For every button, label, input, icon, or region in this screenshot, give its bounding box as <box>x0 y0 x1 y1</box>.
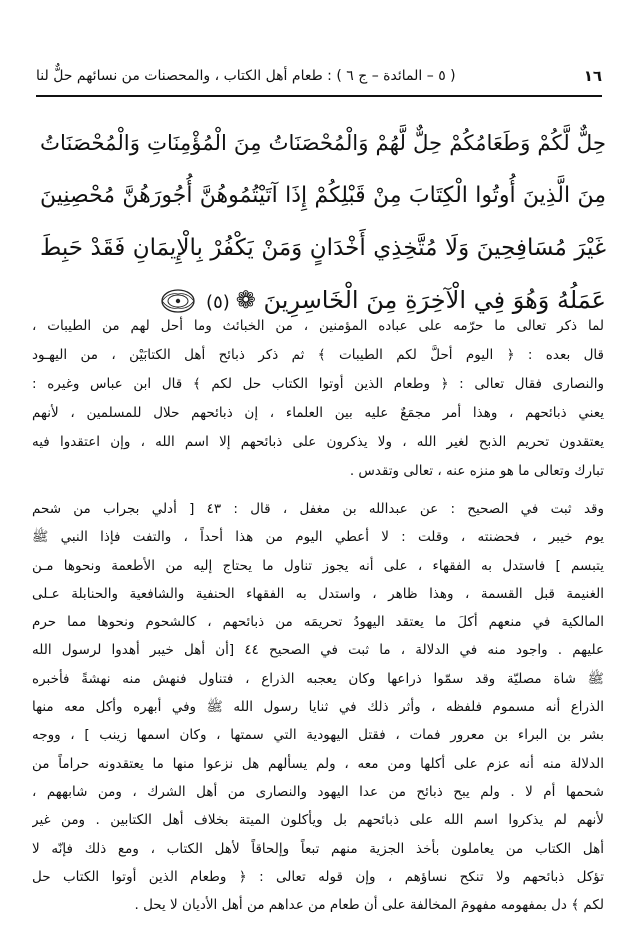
tafsir-paragraph-2 <box>32 495 604 919</box>
text-line: يعني ذبائحهم ، وهذا أمر مجمَعٌ عليه بين العلماء ، إن ذبائحهم حلال للمسلمين ، لأنهم <box>32 405 604 421</box>
text-line: لأنهم لم يذكروا اسم الله على ذبائحهم بل ويأكلون الميتة بخلاف أهل الكتابين . ومن غير <box>32 812 604 829</box>
text-line: المالكية في منعهم أكلَ ما يعتقد اليهودُ تحريمَه من ذبائحهم ، كالشحوم ونحوها مما حرم <box>32 614 604 631</box>
verse-line: عَمَلُهُ وَهُوَ فِي الْآخِرَةِ مِنَ الْخَاسِرِينَ ❁ <box>235 286 606 314</box>
text-line: ﷺ شاة مصليّة وقد سمّوا ذراعها وكان يعجبه الذراع ، فتناول فنهش منه نهشةً فأخبره <box>32 670 604 687</box>
verse-line: مِنَ الَّذِينَ أُوتُوا الْكِتَابَ مِنْ قَبْلِكُمْ إِذَا آتَيْتُمُوهُنَّ أُجُورَهُنَّ مُحْصِنِينَ <box>40 183 606 208</box>
tafsir-paragraph-1 <box>32 312 604 486</box>
text-line: شحمها أم لا . ولم يبح ذبائح من عدا اليهود والنصارى من أهل الشرك ، ومن شابههم ، <box>32 783 604 800</box>
text-line: لكم ﴾ دل بمفهومه مفهومَ المخالفة على أن طعام من عداهم من أهل الأديان لا يحل . <box>134 897 604 914</box>
text-line: تؤكل ذبائحهم ولا تنكح نساؤهم ، وإن قوله تعالى : ﴿ وطعام الذين أوتوا الكتاب حل <box>32 868 604 885</box>
text-line: أهل الكتاب من يعاملون بأخذ الجزية منهم تبعاً وإلحاقاً لأهل الكتاب ، ومع ذلك فإنّه لا <box>32 840 604 857</box>
header-title: ( ٥ – المائدة – ج ٦ ) : طعام أهل الكتاب ، والمحصنات من نسائهم حلٌّ لنا <box>36 68 456 84</box>
text-line: الذراع أنه مسموم فلفظه ، وأثر ذلك في ثنايا رسول الله ﷺ وفي أبهره وأكل معه منها <box>32 699 604 716</box>
text-line: وقد ثبت في الصحيح : عن عبدالله بن مغفل ، قال : ٤٣ [ أدلي بجراب من شحم <box>32 501 604 517</box>
text-line: يتبسم ] فاستدل به الفقهاء ، على أنه يجوز تناول ما يحتاج إليه من الأطعمة ونحوها مـن <box>32 557 604 574</box>
quran-verse <box>40 118 606 326</box>
header-rule <box>36 95 602 97</box>
verse-line: حِلٌّ لَّكُمْ وَطَعَامُكُمْ حِلٌّ لَّهُمْ وَالْمُحْصَنَاتُ مِنَ الْمُؤْمِنَاتِ وَالْمُحْصَنَاتُ <box>40 131 606 156</box>
text-line: تبارك وتعالى ما هو منزه عنه ، تعالى وتقدس . <box>349 463 604 479</box>
text-line: بشر بن البراء بن معرور فمات ، فقتل اليهودية التي سمتها ، وكان اسمها زينب ] ، ووجه <box>32 727 604 744</box>
verse-end-ornament-icon <box>160 288 196 314</box>
text-line: يوم خيبر ، فحضنته ، وقلت : لا أعطي اليوم من هذا أحداً ، والتفت فإذا النبي ﷺ <box>32 529 604 546</box>
text-line: لما ذكر تعالى ما حرّمه على عباده المؤمنين ، من الخبائث وما أحل لهم من الطيبات ، <box>32 318 604 334</box>
running-header <box>36 64 602 88</box>
text-line: عليهم . واجود منه في الدلالة ، ما ثبت في الصحيح ٤٤ [أن أهل خيبر أهدوا لرسول الله <box>32 642 604 659</box>
page-number: ١٦ <box>583 67 602 85</box>
text-line: والنصارى فقال تعالى : ﴿ وطعام الذين أوتوا الكتاب حل لكم ﴾ قال ابن عباس وغيره : <box>32 376 604 392</box>
text-line: قال بعده : ﴿ اليوم أحلَّ لكم الطيبات ﴾ ثم ذكر ذبائح أهل الكتابَيْن ، من اليهـود <box>32 347 604 363</box>
text-line: الدلالة منه أنه عزم على أكلها ومن معه ، ولم يسألهم هل نزعوا منها ما يعتقدونه حراماً من <box>32 755 604 772</box>
verse-line: غَيْرَ مُسَافِحِينَ وَلَا مُتَّخِذِي أَخْدَانٍ وَمَنْ يَكْفُرْ بِالْإِيمَانِ فَقَدْ حَبِطَ <box>40 235 606 261</box>
verse-number: (٥) <box>206 292 230 313</box>
text-line: الغنيمة قبل القسمة ، وهذا ظاهر ، واستدل به الفقهاء الحنفية والشافعية والحنابلة عـلى <box>32 585 604 602</box>
text-line: يعتقدون تحريم الذبح لغير الله ، ولا يذكرون على ذبائحهم إلا اسم الله ، وإن اعتقدوا فيه <box>32 434 604 450</box>
